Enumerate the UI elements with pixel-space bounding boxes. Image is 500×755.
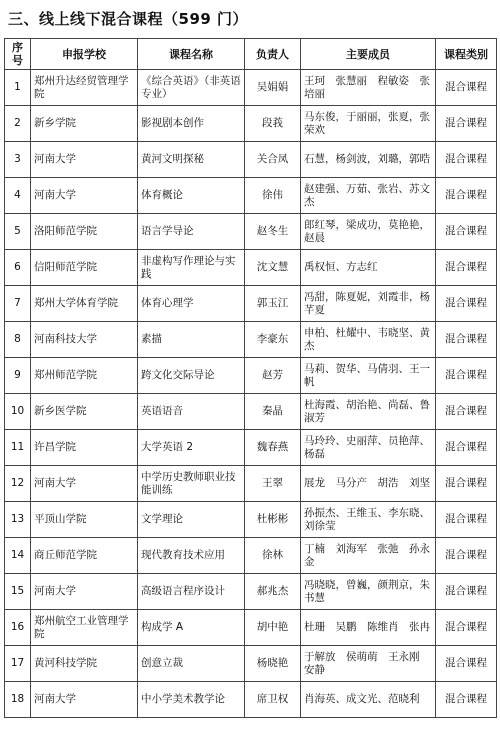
cell-index: 5 bbox=[5, 214, 31, 250]
cell-members: 石慧，杨剑波，刘璐，郭晧 bbox=[301, 142, 436, 178]
cell-members: 冯甜，陈夏妮，刘霞非，杨芊夏 bbox=[301, 286, 436, 322]
cell-category: 混合课程 bbox=[436, 322, 497, 358]
table-body bbox=[5, 70, 497, 718]
cell-school: 平顶山学院 bbox=[31, 502, 138, 538]
cell-index: 8 bbox=[5, 322, 31, 358]
cell-leader: 沈文慧 bbox=[245, 250, 301, 286]
cell-course: 素描 bbox=[138, 322, 245, 358]
cell-category: 混合课程 bbox=[436, 430, 497, 466]
cell-leader: 席卫权 bbox=[245, 682, 301, 718]
cell-leader: 徐伟 bbox=[245, 178, 301, 214]
cell-course: 影视剧本创作 bbox=[138, 106, 245, 142]
table-row bbox=[5, 502, 497, 538]
cell-leader: 赵芳 bbox=[245, 358, 301, 394]
cell-index: 1 bbox=[5, 70, 31, 106]
cell-index: 3 bbox=[5, 142, 31, 178]
cell-index: 13 bbox=[5, 502, 31, 538]
cell-school: 新乡医学院 bbox=[31, 394, 138, 430]
header-category: 课程类别 bbox=[436, 39, 497, 70]
cell-school: 黄河科技学院 bbox=[31, 646, 138, 682]
table-row bbox=[5, 106, 497, 142]
cell-category: 混合课程 bbox=[436, 286, 497, 322]
cell-school: 河南大学 bbox=[31, 178, 138, 214]
cell-course: 创意立裁 bbox=[138, 646, 245, 682]
cell-leader: 段莪 bbox=[245, 106, 301, 142]
table-row bbox=[5, 358, 497, 394]
table-row bbox=[5, 682, 497, 718]
cell-index: 14 bbox=[5, 538, 31, 574]
cell-course: 语言学导论 bbox=[138, 214, 245, 250]
cell-members: 丁楠 刘海军 张弛 孙永金 bbox=[301, 538, 436, 574]
table-row bbox=[5, 430, 497, 466]
cell-category: 混合课程 bbox=[436, 646, 497, 682]
cell-course: 高级语言程序设计 bbox=[138, 574, 245, 610]
table-row bbox=[5, 70, 497, 106]
cell-course: 黄河文明探秘 bbox=[138, 142, 245, 178]
cell-course: 大学英语 2 bbox=[138, 430, 245, 466]
cell-leader: 吴娟娟 bbox=[245, 70, 301, 106]
cell-members: 马玲玲、史丽萍、员艳萍、杨磊 bbox=[301, 430, 436, 466]
cell-members: 于解放 侯萌萌 王永刚 安静 bbox=[301, 646, 436, 682]
cell-members: 冯晓晓，曾巍，颜荆京，朱书慧 bbox=[301, 574, 436, 610]
cell-leader: 赵冬生 bbox=[245, 214, 301, 250]
cell-index: 9 bbox=[5, 358, 31, 394]
cell-index: 12 bbox=[5, 466, 31, 502]
cell-members: 郎红琴，梁成功，莫艳艳，赵晨 bbox=[301, 214, 436, 250]
cell-school: 郑州师范学院 bbox=[31, 358, 138, 394]
table-row bbox=[5, 178, 497, 214]
table-row bbox=[5, 286, 497, 322]
cell-index: 10 bbox=[5, 394, 31, 430]
cell-course: 跨文化交际导论 bbox=[138, 358, 245, 394]
table-row bbox=[5, 250, 497, 286]
cell-category: 混合课程 bbox=[436, 358, 497, 394]
cell-leader: 李豪东 bbox=[245, 322, 301, 358]
cell-members: 马莉、贺华、马倩羽、王一帆 bbox=[301, 358, 436, 394]
cell-leader: 秦晶 bbox=[245, 394, 301, 430]
cell-index: 6 bbox=[5, 250, 31, 286]
cell-index: 7 bbox=[5, 286, 31, 322]
table-row bbox=[5, 394, 497, 430]
cell-school: 河南大学 bbox=[31, 574, 138, 610]
cell-category: 混合课程 bbox=[436, 250, 497, 286]
cell-leader: 魏春燕 bbox=[245, 430, 301, 466]
cell-leader: 关合凤 bbox=[245, 142, 301, 178]
cell-school: 河南大学 bbox=[31, 466, 138, 502]
cell-index: 15 bbox=[5, 574, 31, 610]
cell-school: 新乡学院 bbox=[31, 106, 138, 142]
cell-category: 混合课程 bbox=[436, 214, 497, 250]
cell-members: 杜珊 吴鹏 陈维肖 张冉 bbox=[301, 610, 436, 646]
cell-school: 郑州航空工业管理学院 bbox=[31, 610, 138, 646]
cell-category: 混合课程 bbox=[436, 502, 497, 538]
cell-category: 混合课程 bbox=[436, 610, 497, 646]
cell-course: 《综合英语》（非英语专业） bbox=[138, 70, 245, 106]
table-row bbox=[5, 466, 497, 502]
cell-course: 体育概论 bbox=[138, 178, 245, 214]
cell-school: 郑州升达经贸管理学院 bbox=[31, 70, 138, 106]
course-table bbox=[4, 38, 497, 718]
header-index: 序号 bbox=[5, 39, 31, 70]
cell-leader: 郝兆杰 bbox=[245, 574, 301, 610]
section-heading: 三、线上线下混合课程（599 门） bbox=[8, 10, 249, 28]
table-row bbox=[5, 142, 497, 178]
header-members: 主要成员 bbox=[301, 39, 436, 70]
cell-course: 构成学 A bbox=[138, 610, 245, 646]
header-course: 课程名称 bbox=[138, 39, 245, 70]
cell-leader: 杨晓艳 bbox=[245, 646, 301, 682]
cell-school: 郑州大学体育学院 bbox=[31, 286, 138, 322]
table-row bbox=[5, 574, 497, 610]
cell-index: 17 bbox=[5, 646, 31, 682]
cell-course: 文学理论 bbox=[138, 502, 245, 538]
table-row bbox=[5, 610, 497, 646]
cell-leader: 徐林 bbox=[245, 538, 301, 574]
cell-course: 非虚构写作理论与实践 bbox=[138, 250, 245, 286]
cell-index: 2 bbox=[5, 106, 31, 142]
cell-course: 中学历史教师职业技能训练 bbox=[138, 466, 245, 502]
cell-school: 河南大学 bbox=[31, 682, 138, 718]
cell-members: 赵建强、万茹、张岩、苏文杰 bbox=[301, 178, 436, 214]
cell-leader: 杜彬彬 bbox=[245, 502, 301, 538]
table-row bbox=[5, 538, 497, 574]
cell-school: 许昌学院 bbox=[31, 430, 138, 466]
table-row bbox=[5, 646, 497, 682]
cell-category: 混合课程 bbox=[436, 178, 497, 214]
cell-category: 混合课程 bbox=[436, 70, 497, 106]
cell-category: 混合课程 bbox=[436, 466, 497, 502]
cell-index: 16 bbox=[5, 610, 31, 646]
cell-course: 体育心理学 bbox=[138, 286, 245, 322]
cell-leader: 郭玉江 bbox=[245, 286, 301, 322]
cell-index: 18 bbox=[5, 682, 31, 718]
cell-category: 混合课程 bbox=[436, 574, 497, 610]
cell-members: 孙振杰、王维玉、李东晓、刘徐莹 bbox=[301, 502, 436, 538]
cell-members: 禹权恒、方志红 bbox=[301, 250, 436, 286]
cell-members: 申柏、杜耀中、韦晓坚、黄杰 bbox=[301, 322, 436, 358]
cell-category: 混合课程 bbox=[436, 394, 497, 430]
cell-members: 杜海霞、胡治艳、尚磊、鲁淑芳 bbox=[301, 394, 436, 430]
cell-category: 混合课程 bbox=[436, 106, 497, 142]
cell-category: 混合课程 bbox=[436, 682, 497, 718]
header-leader: 负责人 bbox=[245, 39, 301, 70]
cell-school: 洛阳师范学院 bbox=[31, 214, 138, 250]
cell-course: 现代教育技术应用 bbox=[138, 538, 245, 574]
cell-leader: 胡中艳 bbox=[245, 610, 301, 646]
cell-members: 肖海英、成文光、范晓利 bbox=[301, 682, 436, 718]
table-header-row bbox=[5, 39, 497, 70]
cell-members: 马东俊，于丽丽，张夏，张荣欢 bbox=[301, 106, 436, 142]
cell-index: 4 bbox=[5, 178, 31, 214]
table-row bbox=[5, 214, 497, 250]
cell-school: 河南大学 bbox=[31, 142, 138, 178]
cell-leader: 王翠 bbox=[245, 466, 301, 502]
table-row bbox=[5, 322, 497, 358]
cell-course: 中小学美术教学论 bbox=[138, 682, 245, 718]
cell-members: 王珂 张慧丽 程敏姿 张培丽 bbox=[301, 70, 436, 106]
cell-school: 河南科技大学 bbox=[31, 322, 138, 358]
cell-category: 混合课程 bbox=[436, 142, 497, 178]
cell-category: 混合课程 bbox=[436, 538, 497, 574]
cell-school: 信阳师范学院 bbox=[31, 250, 138, 286]
header-school: 申报学校 bbox=[31, 39, 138, 70]
cell-members: 展龙 马分产 胡浩 刘坚 bbox=[301, 466, 436, 502]
cell-school: 商丘师范学院 bbox=[31, 538, 138, 574]
cell-index: 11 bbox=[5, 430, 31, 466]
cell-course: 英语语音 bbox=[138, 394, 245, 430]
